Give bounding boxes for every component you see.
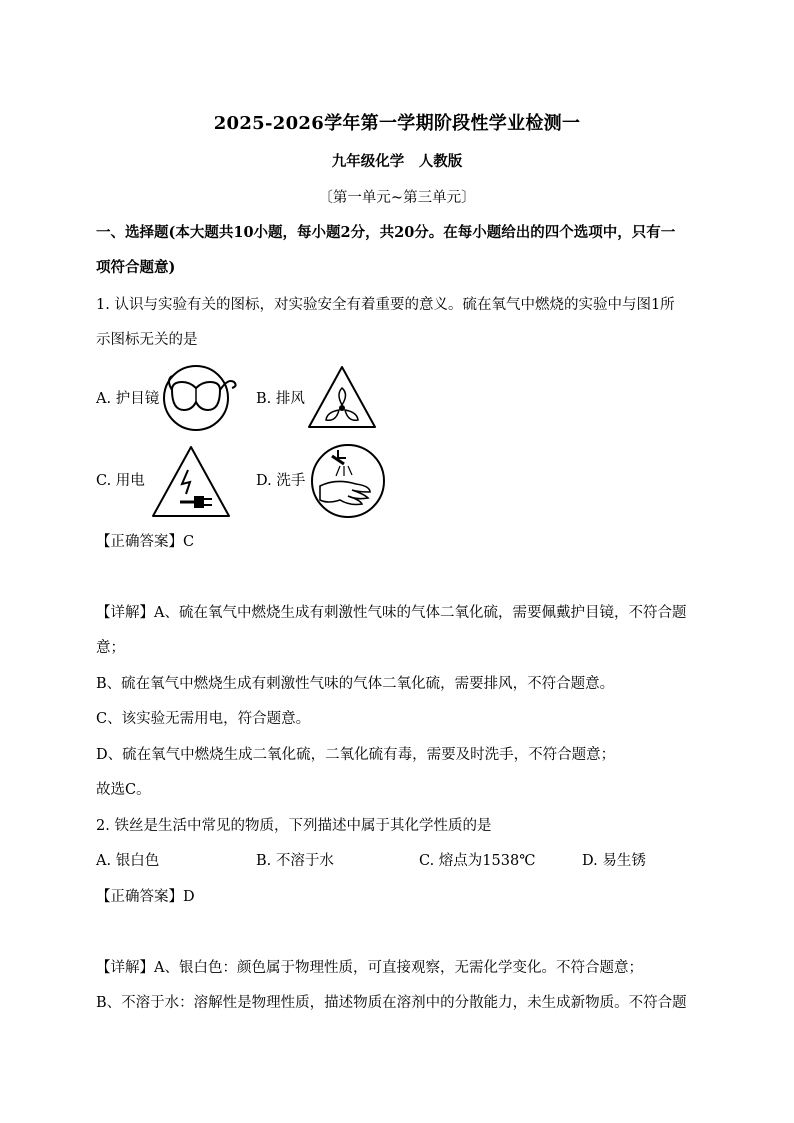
- q1-explanation: 【详解】A、硫在氧气中燃烧生成有刺激性气味的气体二氧化硫，需要佩戴护目镜，不符合题: [96, 605, 687, 621]
- goggles-icon: [162, 362, 240, 434]
- section-heading-cont: 项符合题意): [96, 259, 176, 276]
- fan-ventilation-icon: [306, 364, 378, 430]
- q1-option-a: A. 护目镜: [96, 391, 160, 407]
- q1-stem: 1. 认识与实验有关的图标，对实验安全有着重要的意义。硫在氧气中燃烧的实验中与图1所: [96, 297, 675, 313]
- q1-option-b: B. 排风: [256, 391, 305, 407]
- q2-option-d: D. 易生锈: [582, 853, 646, 869]
- q1-explanation-d: D、硫在氧气中燃烧生成二氧化硫，二氧化硫有毒，需要及时洗手，不符合题意；: [96, 747, 616, 763]
- q1-explanation-b: B、硫在氧气中燃烧生成有刺激性气味的气体二氧化硫，需要排风，不符合题意。: [96, 676, 615, 692]
- document-scope: 〔第一单元~第三单元〕: [318, 190, 476, 206]
- q1-explanation-cont: 意；: [96, 640, 125, 656]
- section-heading: 一、选择题(本大题共10小题，每小题2分，共20分。在每小题给出的四个选项中，只有一: [96, 224, 676, 241]
- electricity-warning-icon: [150, 444, 232, 520]
- document-title: 2025-2026学年第一学期阶段性学业检测一: [213, 113, 581, 134]
- q1-conclusion: 故选C。: [96, 782, 151, 798]
- q2-explanation-b: B、不溶于水：溶解性是物理性质，描述物质在溶剂中的分散能力，未生成新物质。不符合题: [96, 995, 687, 1011]
- q1-option-c: C. 用电: [96, 473, 145, 489]
- q2-answer: 【正确答案】D: [96, 889, 195, 905]
- q1-explanation-c: C、该实验无需用电，符合题意。: [96, 711, 311, 727]
- q1-option-d: D. 洗手: [256, 473, 306, 489]
- q2-option-b: B. 不溶于水: [256, 853, 334, 869]
- document-subtitle: 九年级化学 人教版: [331, 153, 463, 170]
- q2-explanation: 【详解】A、银白色：颜色属于物理性质，可直接观察，无需化学变化。不符合题意；: [96, 960, 643, 976]
- q2-stem: 2. 铁丝是生活中常见的物质，下列描述中属于其化学性质的是: [96, 818, 492, 834]
- q1-answer: 【正确答案】C: [96, 534, 195, 550]
- q1-stem-cont: 示图标无关的是: [96, 332, 198, 348]
- q2-option-c: C. 熔点为1538℃: [419, 853, 536, 869]
- hand-wash-icon: [306, 442, 386, 520]
- q2-option-a: A. 银白色: [96, 853, 160, 869]
